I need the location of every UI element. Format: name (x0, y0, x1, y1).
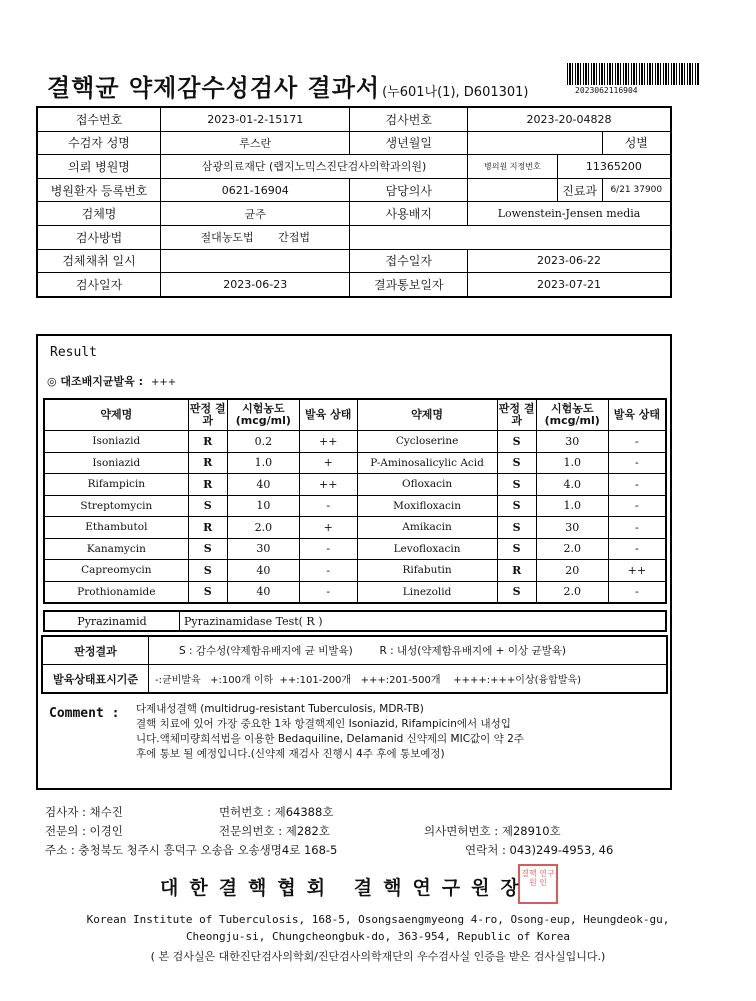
info-label: 접수번호 (37, 107, 161, 131)
title-text: 결핵균 약제감수성검사 결과서 (47, 74, 381, 102)
info-row (37, 131, 671, 155)
drug-growth: - (608, 517, 666, 539)
drug-row (44, 452, 666, 474)
info-label: 성별 (602, 131, 671, 155)
drug-growth: - (299, 538, 357, 560)
drug-result: S (497, 538, 536, 560)
barcode-number: 2023062116904 (575, 86, 638, 95)
judgment-s: S : 감수성(약제함유배지에 균 비발육) (179, 645, 353, 657)
comment-line: 니다.액체미량희석법을 이용한 Bedaquiline, Delamanid 신약제의 MIC값이 약 2주 (136, 733, 524, 745)
growth-criteria-label: 발육상태표시기준 (42, 665, 149, 694)
drug-name: Moxifloxacin (357, 495, 497, 517)
drug-concentration: 30 (536, 431, 608, 453)
col-header: 시험농도 (mcg/ml) (536, 399, 608, 431)
drug-concentration: 1.0 (227, 452, 299, 474)
drug-growth: ++ (299, 431, 357, 453)
col-header: 발육 상태 (299, 399, 357, 431)
control-growth (47, 373, 176, 389)
judgment-label: 판정결과 (42, 636, 149, 665)
col-header: 판정 결과 (188, 399, 227, 431)
drug-name: Isoniazid (44, 431, 188, 453)
judgment-r: R : 내성(약제함유배지에 + 이상 균발육) (379, 645, 566, 657)
drug-name: Cycloserine (357, 431, 497, 453)
col-header: 발육 상태 (608, 399, 666, 431)
drug-result: R (188, 474, 227, 496)
barcode-image (567, 63, 699, 85)
drug-result: S (497, 474, 536, 496)
info-label: 병의원 지정번호 (468, 155, 558, 179)
drug-result: S (188, 560, 227, 582)
drug-name: Streptomycin (44, 495, 188, 517)
info-value (161, 249, 350, 273)
drug-row (44, 538, 666, 560)
tester: 검사자 : 채수진 (45, 805, 123, 819)
drug-row (44, 581, 666, 603)
specialist: 전문의 : 이경인 (45, 824, 123, 838)
drug-row (44, 517, 666, 539)
drug-result: S (188, 538, 227, 560)
info-value: 2023-07-21 (468, 273, 671, 297)
drug-result: R (188, 431, 227, 453)
drug-growth: - (299, 495, 357, 517)
col-header: 판정 결과 (497, 399, 536, 431)
criteria-table (41, 635, 668, 694)
drug-result: R (188, 452, 227, 474)
comment-label: Comment : (49, 706, 120, 721)
lab-address: 주소 : 충청북도 청주시 흥덕구 오송읍 오송생명4로 168-5 (45, 843, 338, 857)
info-label: 병원환자 등록번호 (37, 178, 161, 202)
info-value: 2023-06-23 (161, 273, 350, 297)
tester-license: 면허번호 : 제64388호 (219, 805, 334, 819)
drug-growth: - (608, 452, 666, 474)
drug-table-header (44, 399, 666, 431)
drug-result: R (188, 517, 227, 539)
drug-result: R (497, 560, 536, 582)
info-value: Lowenstein-Jensen media (468, 202, 671, 226)
info-value: 2023-01-2-15171 (161, 107, 350, 131)
organization-name: 대한결핵협회 결핵연구원장 (160, 877, 530, 899)
official-seal-icon: 결핵 연구원 인 (518, 864, 558, 904)
drug-concentration: 30 (227, 538, 299, 560)
drug-result: S (497, 581, 536, 603)
growth-criteria-text: -:균비발육 +:100개 이하 ++:101-200개 +++:201-500개 ++++:+++이상(융합발육) (149, 665, 668, 694)
drug-row (44, 495, 666, 517)
drug-result: S (497, 452, 536, 474)
info-label: 담당의사 (350, 178, 468, 202)
info-label: 수검자 성명 (37, 131, 161, 155)
drug-growth: - (299, 560, 357, 582)
info-row (37, 155, 671, 179)
lab-phone: 연락처 : 043)249-4953, 46 (465, 843, 614, 857)
comment-line: 다제내성결핵 (multidrug-resistant Tuberculosis, MDR-TB) (136, 703, 424, 715)
info-value: 균주 (161, 202, 350, 226)
drug-concentration: 40 (227, 560, 299, 582)
info-row (37, 225, 671, 249)
pyrazinamide-table (43, 610, 667, 632)
drug-growth: + (299, 517, 357, 539)
drug-result-table (43, 398, 667, 604)
drug-concentration: 20 (536, 560, 608, 582)
drug-name: Amikacin (357, 517, 497, 539)
info-row (37, 273, 671, 297)
info-label: 진료과 (557, 178, 602, 202)
drug-name: Capreomycin (44, 560, 188, 582)
drug-growth: ++ (299, 474, 357, 496)
drug-concentration: 1.0 (536, 452, 608, 474)
drug-name: Levofloxacin (357, 538, 497, 560)
drug-name: P-Aminosalicylic Acid (357, 452, 497, 474)
comment-text (136, 702, 656, 762)
drug-row (44, 474, 666, 496)
criteria-row (42, 665, 667, 694)
info-label: 결과통보일자 (350, 273, 468, 297)
drug-name: Isoniazid (44, 452, 188, 474)
address-english-line-1: Korean Institute of Tuberculosis, 168-5, Osongsaengmyeong 4-ro, Osong-eup, Heungdeok-gu, (86, 913, 670, 926)
drug-concentration: 4.0 (536, 474, 608, 496)
info-value (161, 225, 350, 249)
col-header: 약제명 (44, 399, 188, 431)
pza-value: Pyrazinamidase Test( R ) (180, 611, 667, 631)
drug-growth: - (608, 538, 666, 560)
drug-result: S (497, 495, 536, 517)
result-label: Result (50, 345, 97, 360)
info-label: 생년월일 (350, 131, 468, 155)
drug-growth: - (608, 495, 666, 517)
certification-footnote: ( 본 검사실은 대한진단검사의학회/진단검사의학재단의 우수검사실 인증을 받은 검사실입니다.) (150, 950, 606, 963)
info-value: 삼광의료재단 (랩지노믹스진단검사의학과의원) (161, 155, 468, 179)
drug-growth: + (299, 452, 357, 474)
drug-concentration: 30 (536, 517, 608, 539)
drug-concentration: 10 (227, 495, 299, 517)
method-absolute: 절대농도법 (200, 231, 254, 245)
info-label: 사용배지 (350, 202, 468, 226)
drug-row (44, 560, 666, 582)
info-row (37, 178, 671, 202)
patient-info-table (36, 106, 672, 298)
info-value (350, 225, 671, 249)
pza-label: Pyrazinamid (44, 611, 180, 631)
info-value (468, 131, 603, 155)
info-row (37, 249, 671, 273)
control-growth-label: ◎ 대조배지균발육 : (47, 375, 144, 388)
doctor-license: 의사면허번호 : 제28910호 (424, 824, 561, 838)
drug-growth: - (608, 474, 666, 496)
comment-line: 결핵 치료에 있어 가장 중요한 1차 항결핵제인 Isoniazid, Rifampicin에서 내성입 (136, 718, 511, 730)
form-code: (누601나(1), D601301) (382, 85, 529, 100)
drug-growth: ++ (608, 560, 666, 582)
drug-table-body (44, 431, 666, 604)
drug-name: Rifabutin (357, 560, 497, 582)
drug-name: Kanamycin (44, 538, 188, 560)
info-value: 6/21 37900 (602, 178, 671, 202)
address-english-line-2: Cheongju-si, Chungcheongbuk-do, 363-954, Republic of Korea (185, 930, 571, 943)
document-title (47, 68, 529, 103)
drug-result: S (188, 495, 227, 517)
drug-name: Linezolid (357, 581, 497, 603)
drug-result: S (497, 431, 536, 453)
info-value: 0621-16904 (161, 178, 350, 202)
drug-name: Ofloxacin (357, 474, 497, 496)
drug-growth: - (299, 581, 357, 603)
drug-concentration: 0.2 (227, 431, 299, 453)
info-value: 11365200 (557, 155, 671, 179)
info-value: 2023-06-22 (468, 249, 671, 273)
drug-concentration: 40 (227, 474, 299, 496)
col-header: 시험농도 (mcg/ml) (227, 399, 299, 431)
drug-growth: - (608, 581, 666, 603)
drug-name: Prothionamide (44, 581, 188, 603)
info-label: 검사방법 (37, 225, 161, 249)
drug-result: S (188, 581, 227, 603)
info-label: 접수일자 (350, 249, 468, 273)
drug-concentration: 2.0 (536, 538, 608, 560)
info-label: 검사일자 (37, 273, 161, 297)
specialist-number: 전문의번호 : 제282호 (219, 824, 330, 838)
drug-row (44, 431, 666, 453)
drug-name: Ethambutol (44, 517, 188, 539)
criteria-row (42, 636, 667, 665)
drug-concentration: 2.0 (536, 581, 608, 603)
info-value: 2023-20-04828 (468, 107, 671, 131)
col-header: 약제명 (357, 399, 497, 431)
method-indirect: 간접법 (278, 231, 310, 245)
pyrazinamide-row (44, 611, 666, 631)
drug-result: S (497, 517, 536, 539)
judgment-text (149, 636, 668, 665)
drug-concentration: 2.0 (227, 517, 299, 539)
info-label: 검사번호 (350, 107, 468, 131)
drug-concentration: 40 (227, 581, 299, 603)
info-row (37, 202, 671, 226)
info-row (37, 107, 671, 131)
control-growth-value: +++ (151, 377, 177, 388)
info-value (468, 178, 558, 202)
drug-growth: - (608, 431, 666, 453)
comment-line: 후에 통보 될 예정입니다.(신약제 재검사 진행시 4주 후에 통보예정) (136, 748, 445, 760)
drug-concentration: 1.0 (536, 495, 608, 517)
info-label: 검체채취 일시 (37, 249, 161, 273)
drug-name: Rifampicin (44, 474, 188, 496)
info-value: 루스란 (161, 131, 350, 155)
info-label: 검체명 (37, 202, 161, 226)
info-label: 의뢰 병원명 (37, 155, 161, 179)
